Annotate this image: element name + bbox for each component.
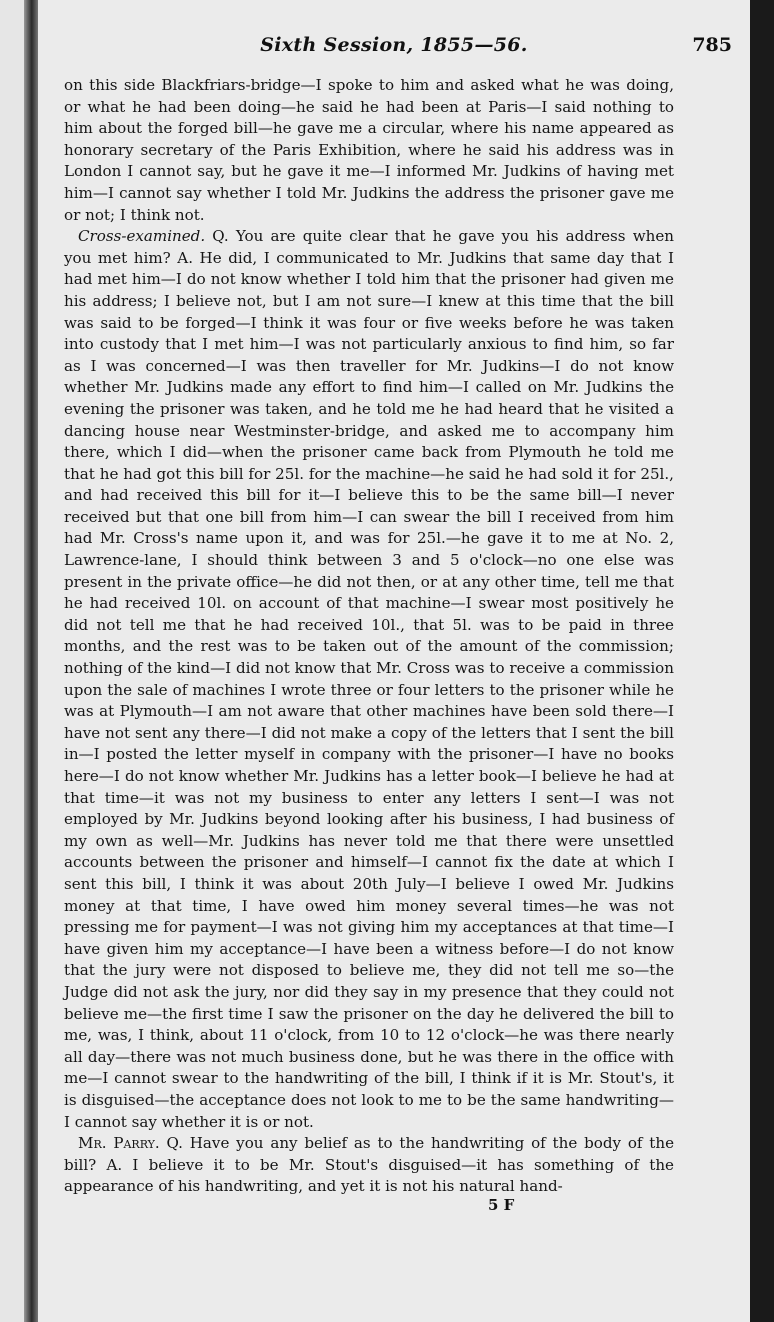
paragraph-1-text: on this side Blackfriars-bridge—I spoke to him and asked what he was doing, or what he had been doing—he said he had been at Paris—I said nothing to him about the forged bill—he gave me a circular, where his name appeared as honorary secretary of the Paris Exhibition, where he said his address was in London I cannot say, but he gave it me—I informed Mr. Judkins of having met him—I cannot say whether I told Mr. Judkins the address the prisoner gave me or not; I think not.: [64, 76, 674, 224]
paragraph-1: [64, 75, 674, 226]
signature-mark: 5 F: [488, 1196, 515, 1214]
book-spine: [24, 0, 38, 1322]
paragraph-2: [64, 226, 674, 1133]
right-background: [748, 0, 774, 1322]
paragraph-2-text: Q. You are quite clear that he gave you his address when you met him? A. He did, I communicated to Mr. Judkins that same day that I had met him—I do not know whether I told him that the prisoner had given me his address; I believe not, but I am not sure—I knew at this time that the bill was said to be forged—I think it was four or five weeks before he was taken into custody that I met him—I was not particularly anxious to find him, so far as I was concerned—I was then traveller for Mr. Judkins—I do not know whether Mr. Judkins made any effort to find him—I called on Mr. Judkins the evening the prisoner was taken, and he told me he had heard that he visited a dancing house near Westminster-bridge, and asked me to accompany him there, which I did—when the prisoner came back from Plymouth he told me that he had got this bill for 25l. for the machine—he said he had sold it for 25l., and had received this bill for it—I believe this to be the same bill—I never received but that one bill from him—I can swear the bill I received from him had Mr. Cross's name upon it, and was for 25l.—he gave it to me at No. 2, Lawrence-lane, I should think between 3 and 5 o'clock—no one else was present in the private office—he did not then, or at any other time, tell me that he had received 10l. on account of that machine—I swear most positively he did not tell me that he had received 10l., that 5l. was to be paid in three months, and the rest was to be taken out of the amount of the commission; nothing of the kind—I did not know that Mr. Cross was to receive a commission upon the sale of machines I wrote three or four letters to the prisoner while he was at Plymouth—I am not aware that other machines have been sold there—I have not sent any there—I did not make a copy of the letters that I sent the bill in—I posted the letter myself in company with the prisoner—I have no books here—I do not know whether Mr. Judkins has a letter book—I believe he had at that time—it was not my business to enter any letters I sent—I was not employed by Mr. Judkins beyond looking after his business, I had business of my own as well—Mr. Judkins has never told me that there were unsettled accounts between the prisoner and himself—I cannot fix the date at which I sent this bill, I think it was about 20th July—I believe I owed Mr. Judkins money at that time, I have owed him money several times—he was not pressing me for payment—I was not giving him my acceptances at that time—I have given him my acceptance—I have been a witness before—I do not know that the jury were not disposed to believe me, they did not tell me so—the Judge did not ask the jury, nor did they say in my presence that they could not believe me—the first time I saw the prisoner on the day he delivered the bill to me, was, I think, about 11 o'clock, from 10 to 12 o'clock—he was there nearly all day—there was not much business done, but he was there in the office with me—I cannot swear to the handwriting of the bill, I think if it is Mr. Stout's, it is disguised—the acceptance does not look to me to be the same handwriting—I cannot say whether it is or not.: [64, 227, 674, 1131]
paragraph-3-text: Q. Have you any belief as to the handwriting of the body of the bill? A. I believe it to be Mr. Stout's disguised—it has something of the appearance of his handwriting, and yet it is not his natural hand-: [64, 1134, 675, 1196]
page-number: 785: [692, 34, 732, 56]
document-page: [38, 0, 750, 1322]
body-text: [64, 75, 674, 1198]
page-header: [38, 34, 750, 64]
paragraph-3-lead: Mr. Parry.: [78, 1134, 160, 1153]
running-title: Sixth Session, 1855—56.: [260, 34, 528, 56]
paragraph-3: [64, 1133, 674, 1198]
paragraph-2-lead: Cross-examined.: [78, 227, 206, 246]
